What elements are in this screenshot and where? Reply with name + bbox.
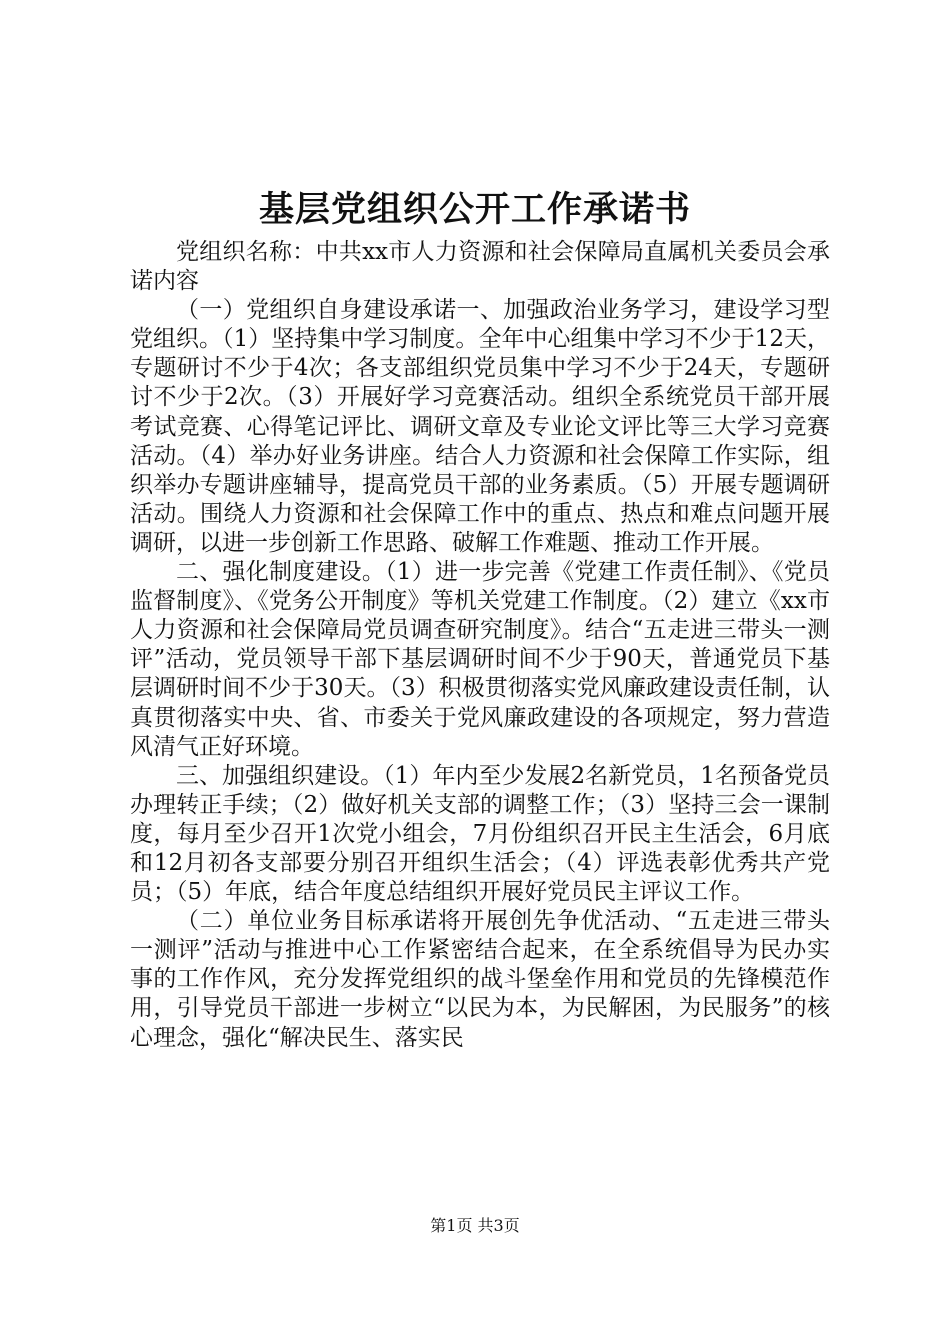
page-footer: 第1页 共3页 [430,1216,520,1235]
paragraph-organization-name: 党组织名称：中共xx市人力资源和社会保障局直属机关委员会承诺内容 [130,239,830,295]
document-body [130,238,830,1053]
paragraph-self-building: （一）党组织自身建设承诺一、加强政治业务学习，建设学习型党组织。（1）坚持集中学习制度。全年中心组集中学习不少于12天，专题研讨不少于4次；各支部组织党员集中学习不少于24天，专题研讨不少于2次。（3）开展好学习竞赛活动。组织全系统党员干部开展考试竞赛、心得笔记评比、调研文章及专业论文评比等三大学习竞赛活动。（4）举办好业务讲座。结合人力资源和社会保障工作实际，组织举办专题讲座辅导，提高党员干部的业务素质。（5）开展专题调研活动。围绕人力资源和社会保障工作中的重点、热点和难点问题开展调研，以进一步创新工作思路、破解工作难题、推动工作开展。 [130,297,830,556]
document-title: 基层党组织公开工作承诺书 [258,189,691,230]
paragraph-system-building: 二、强化制度建设。（1）进一步完善《党建工作责任制》、《党员监督制度》、《党务公开制度》等机关党建工作制度。（2）建立《xx市人力资源和社会保障局党员调查研究制度》。结合“五走进三带头一测评”活动，党员领导干部下基层调研时间不少于90天，普通党员下基层调研时间不少于30天。（3）积极贯彻落实党风廉政建设责任制，认真贯彻落实中央、省、市委关于党风廉政建设的各项规定，努力营造风清气正好环境。 [130,559,830,760]
paragraph-business-goals: （二）单位业务目标承诺将开展创先争优活动、“五走进三带头一测评”活动与推进中心工作紧密结合起来，在全系统倡导为民办实事的工作作风，充分发挥党组织的战斗堡垒作用和党员的先锋模范作用，引导党员干部进一步树立“以民为本，为民解困，为民服务”的核心理念，强化“解决民生、落实民 [130,908,830,1051]
paragraph-organization-building: 三、加强组织建设。（1）年内至少发展2名新党员，1名预备党员办理转正手续；（2）做好机关支部的调整工作；（3）坚持三会一课制度，每月至少召开1次党小组会，7月份组织召开民主生活会，6月底和12月初各支部要分别召开组织生活会；（4）评选表彰优秀共产党员；（5）年底，结合年度总结组织开展好党员民主评议工作。 [130,762,830,906]
